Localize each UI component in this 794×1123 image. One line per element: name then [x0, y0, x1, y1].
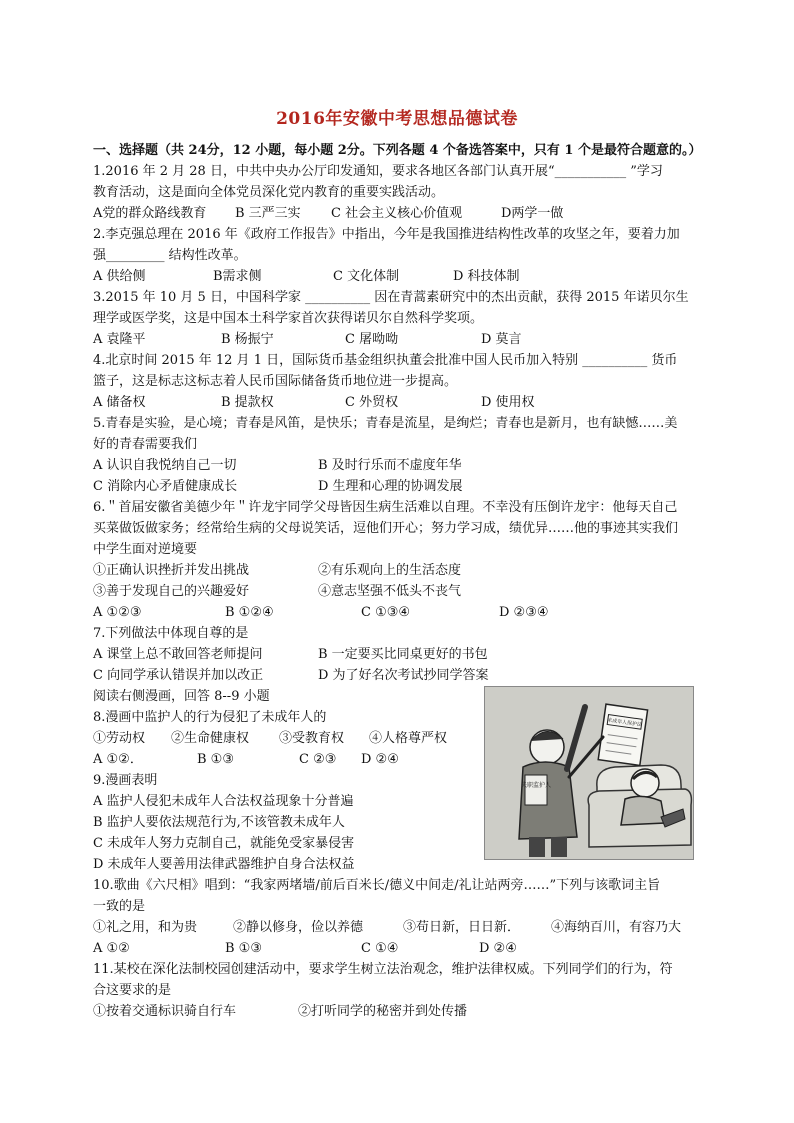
question-10-options	[93, 938, 723, 959]
question-4-text: 4.北京时间 2015 年 12 月 1 日，国际货币基金组织执董会批准中国人民币加入特别 __________ 货币	[93, 353, 678, 368]
question-5-text-cont: 好的青春需要我们	[93, 437, 198, 452]
question-9-text: 9.漫画表明	[93, 773, 158, 788]
question-5-text: 5.青春是实验，是心境；青春是风笛，是快乐；青春是流星，是绚烂；青春也是新月，也有缺憾……美	[93, 416, 678, 431]
question-9-option-a: A 监护人侵犯未成年人合法权益现象十分普遍	[93, 794, 354, 809]
statement: ①按着交通标识骑自行车	[93, 1004, 237, 1019]
question-3-text: 3.2015 年 10 月 5 日，中国科学家 __________ 因在青蒿素研究中的杰出贡献，获得 2015 年诺贝尔生	[93, 290, 689, 305]
option: B 提款权	[221, 395, 274, 410]
statement: ④意志坚强不低头不丧气	[318, 584, 462, 599]
question-9-option-b: B 监护人要依法规范行为,不该管教未成年人	[93, 815, 345, 830]
question-11-items	[93, 1001, 723, 1022]
option: C 屠呦呦	[345, 332, 399, 347]
option: B需求侧	[213, 269, 262, 284]
exam-content	[93, 140, 723, 1022]
option: C 文化体制	[333, 269, 400, 284]
question-10-items	[93, 917, 723, 938]
option: B 一定要买比同桌更好的书包	[318, 647, 488, 662]
option: A ①②	[93, 941, 130, 956]
option: A党的群众路线教育	[93, 206, 207, 221]
badge-text: 失职监护人	[520, 782, 552, 789]
option: A 供给侧	[93, 269, 146, 284]
option: D 使用权	[481, 395, 535, 410]
question-1-text-cont: 教育活动，这是面向全体党员深化党内教育的重要实践活动。	[93, 185, 445, 200]
statement: ①正确认识挫折并发出挑战	[93, 563, 250, 578]
option: D两学一做	[501, 206, 564, 221]
option: C 消除内心矛盾健康成长	[93, 479, 238, 494]
option: A 储备权	[93, 395, 146, 410]
option: B ①②④	[225, 605, 274, 620]
statement: ③善于发现自己的兴趣爱好	[93, 584, 250, 599]
question-8-text: 8.漫画中监护人的行为侵犯了未成年人的	[93, 710, 327, 725]
statement: ②生命健康权	[171, 731, 250, 746]
option: C 向同学承认错误并加以改正	[93, 668, 264, 683]
question-4-options	[93, 392, 723, 413]
cartoon-illustration	[485, 687, 693, 859]
option: A 课堂上总不敢回答老师提问	[93, 647, 263, 662]
option: B ①③	[225, 941, 262, 956]
option: D ②③④	[499, 605, 549, 620]
question-10-text: 10.歌曲《六尺相》唱到：“我家两堵墙/前后百米长/德义中间走/礼让站两旁……”下列与该歌词主旨	[93, 878, 661, 893]
statement: ③受教育权	[279, 731, 345, 746]
option: A 认识自我悦纳自己一切	[93, 458, 237, 473]
option: B 杨振宁	[221, 332, 274, 347]
question-6-text: 6.＂首届安徽省美德少年＂许龙宇同学父母皆因生病生活难以自理。不幸没有压倒许龙宇：他每天自己	[93, 500, 678, 515]
option: D 科技体制	[453, 269, 520, 284]
question-6-text-cont: 买菜做饭做家务；经常给生病的父母说笑话，逗他们开心；努力学习成，绩优异……他的事迹其实我们	[93, 521, 679, 536]
question-3-options	[93, 329, 723, 350]
question-11-text: 11.某校在深化法制校园创建活动中，要求学生树立法治观念，维护法律权威。下列同学们的行为，符	[93, 962, 673, 977]
document-label: 未成年人保护法	[606, 717, 643, 729]
option: D 生理和心理的协调发展	[318, 479, 463, 494]
option: B 及时行乐而不虚度年华	[318, 458, 462, 473]
option: C ①④	[361, 941, 399, 956]
question-4-text-cont: 篮子，这是标志这标志着人民币国际储备货币地位进一步提高。	[93, 374, 458, 389]
option: C ②③	[299, 752, 337, 767]
question-7-text: 7.下列做法中体现自尊的是	[93, 626, 249, 641]
statement: ②有乐观向上的生活态度	[318, 563, 462, 578]
question-6-items-2	[93, 581, 723, 602]
question-5-options-2	[93, 476, 723, 497]
question-3-text-cont: 理学或医学奖，这是中国本土科学家首次获得诺贝尔自然科学奖项。	[93, 311, 484, 326]
option: B ①③	[197, 752, 234, 767]
option: D 为了好名次考试抄同学答案	[318, 668, 489, 683]
question-9-option-d: D 未成年人要善用法律武器维护自身合法权益	[93, 857, 355, 872]
option: A ①②③	[93, 605, 142, 620]
question-10-text-cont: 一致的是	[93, 899, 146, 914]
question-6-options	[93, 602, 723, 623]
question-7-options-2	[93, 665, 723, 686]
statement: ①劳动权	[93, 731, 146, 746]
question-6-items	[93, 560, 723, 581]
question-7-options	[93, 644, 723, 665]
option: B 三严三实	[235, 206, 301, 221]
question-2-text-cont: 强_________ 结构性改革。	[93, 248, 247, 263]
section-heading: 一、选择题（共 24分，12 小题，每小题 2分。下列各题 4 个备选答案中，只有 1 个是最符合题意的。）	[93, 143, 702, 158]
option: D 莫言	[481, 332, 522, 347]
question-1-text: 1.2016 年 2 月 28 日，中共中央办公厅印发通知，要求各地区各部门认真开展“___________ ”学习	[93, 164, 663, 179]
question-5-options	[93, 455, 723, 476]
option: A 袁隆平	[93, 332, 146, 347]
question-1-options	[93, 203, 723, 224]
option: D ②④	[479, 941, 517, 956]
question-11-text-cont: 合这要求的是	[93, 983, 172, 998]
question-9-option-c: C 未成年人努力克制自己，就能免受家暴侵害	[93, 836, 355, 851]
statement: ②打听同学的秘密并到处传播	[298, 1004, 468, 1019]
option: A ①②．	[93, 752, 143, 767]
statement: ①礼之用，和为贵	[93, 920, 198, 935]
option: C ①③④	[361, 605, 411, 620]
statement: ③苟日新，日日新．	[403, 920, 521, 935]
option: D ②④	[361, 752, 399, 767]
statement: ②静以修身，俭以养德	[233, 920, 364, 935]
question-2-options	[93, 266, 723, 287]
question-6-text-cont2: 中学生面对逆境要	[93, 542, 198, 557]
question-2-text: 2.李克强总理在 2016 年《政府工作报告》中指出，今年是我国推进结构性改革的攻坚之年，要着力加	[93, 227, 680, 242]
option: C 社会主义核心价值观	[331, 206, 463, 221]
statement: ④海纳百川，有容乃大	[551, 920, 682, 935]
page-title: 2016年安徽中考思想品德试卷	[276, 109, 518, 129]
statement: ④人格尊严权	[369, 731, 448, 746]
reading-instruction: 阅读右侧漫画，回答 8--9 小题	[93, 689, 270, 704]
cartoon-image	[484, 686, 694, 860]
option: C 外贸权	[345, 395, 399, 410]
